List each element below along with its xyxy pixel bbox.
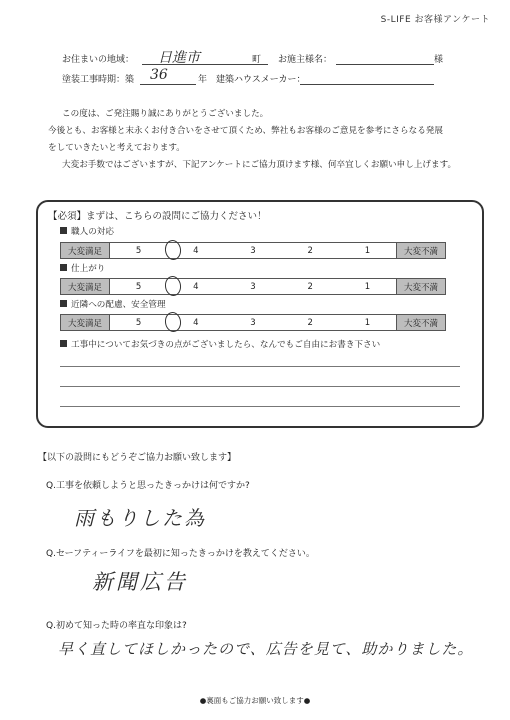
square-bullet-icon (60, 300, 67, 307)
rating-option-1[interactable]: 1 (364, 245, 371, 256)
question-label: 職人の対応 (60, 225, 114, 237)
survey-title: S-LIFE お客様アンケート (380, 15, 490, 25)
comment-line[interactable] (60, 406, 460, 407)
rating-option-4[interactable]: 4 (193, 317, 199, 328)
section2-title: 【以下の設問にもどうぞご協力お願い致します】 (38, 453, 237, 463)
question-label: 近隣への配慮、安全管理 (60, 298, 166, 310)
scale-right-label: 大変不満 (396, 315, 445, 330)
scale-right-label: 大変不満 (396, 243, 445, 258)
question-1: Q.工事を依頼しようと思ったきっかけは何ですか? (46, 481, 250, 491)
required-title: 【必須】まずは、こちらの設問にご協力ください！ (48, 211, 267, 222)
period-suffix: 年 (198, 75, 208, 85)
answer-2: 新聞広告 (92, 570, 188, 594)
period-field-line (140, 84, 196, 85)
question-3: Q.初めて知った時の率直な印象は? (46, 621, 187, 631)
comment-line[interactable] (60, 366, 460, 367)
rating-option-4[interactable]: 4 (193, 281, 199, 292)
rating-option-1[interactable]: 1 (364, 281, 371, 292)
square-bullet-icon (60, 227, 67, 234)
scale-left-label: 大変満足 (61, 243, 110, 258)
rating-option-4[interactable]: 4 (193, 245, 199, 256)
client-suffix: 様 (434, 55, 444, 65)
maker-label: 建築ハウスメーカー： (216, 75, 306, 85)
period-label: 塗装工事時期：築 (62, 75, 135, 85)
square-bullet-icon (60, 264, 67, 271)
footer-note: ●裏面もご協力お願い致します● (199, 696, 311, 705)
rating-scale-3 (60, 314, 446, 331)
rating-option-2[interactable]: 2 (307, 317, 313, 328)
answer-1: 雨もりした為 (74, 506, 206, 530)
rating-option-3[interactable]: 3 (250, 317, 256, 328)
client-label: お施主様名： (278, 55, 333, 65)
rating-scale-2 (60, 278, 446, 295)
comment-label: 工事中についてお気づきの点がございましたら、なんでもご自由にお書き下さい (60, 338, 380, 350)
comment-line[interactable] (60, 386, 460, 387)
scale-left-label: 大変満足 (61, 315, 110, 330)
intro-line: 大変お手数ではございますが、下記アンケートにご協力頂けます様、何卒宜しくお願い申し上げます。 (62, 160, 457, 170)
rating-option-1[interactable]: 1 (364, 317, 371, 328)
area-value: 日進市 (158, 50, 200, 66)
intro-paragraph (48, 106, 456, 174)
maker-field-line (300, 84, 434, 85)
rating-option-5[interactable]: 5 (135, 245, 142, 256)
square-bullet-icon (60, 340, 67, 347)
rating-option-5[interactable]: 5 (135, 317, 142, 328)
area-suffix: 町 (252, 55, 262, 65)
rating-option-2[interactable]: 2 (307, 245, 313, 256)
rating-scale-1 (60, 242, 446, 259)
intro-line: をしていきたいと考えております。 (48, 143, 185, 153)
rating-option-2[interactable]: 2 (307, 281, 313, 292)
question-2: Q.セーフティーライフを最初に知ったきっかけを教えてください。 (46, 549, 315, 559)
client-field-line (336, 64, 434, 65)
intro-line: この度は、ご発注賜り誠にありがとうございました。 (62, 109, 269, 119)
scale-right-label: 大変不満 (396, 279, 445, 294)
answer-3: 早く直してほしかったので、広告を見て、助かりました。 (58, 640, 474, 658)
rating-option-5[interactable]: 5 (135, 281, 142, 292)
intro-line: 今後とも、お客様と末永くお付き合いをさせて頂くため、弊社もお客様のご意見を参考にさらなる発展 (48, 126, 443, 136)
rating-option-3[interactable]: 3 (250, 281, 256, 292)
rating-option-3[interactable]: 3 (250, 245, 256, 256)
scale-left-label: 大変満足 (61, 279, 110, 294)
period-value: 36 (150, 67, 168, 83)
question-label: 仕上がり (60, 262, 105, 274)
area-label: お住まいの地域： (62, 55, 135, 65)
